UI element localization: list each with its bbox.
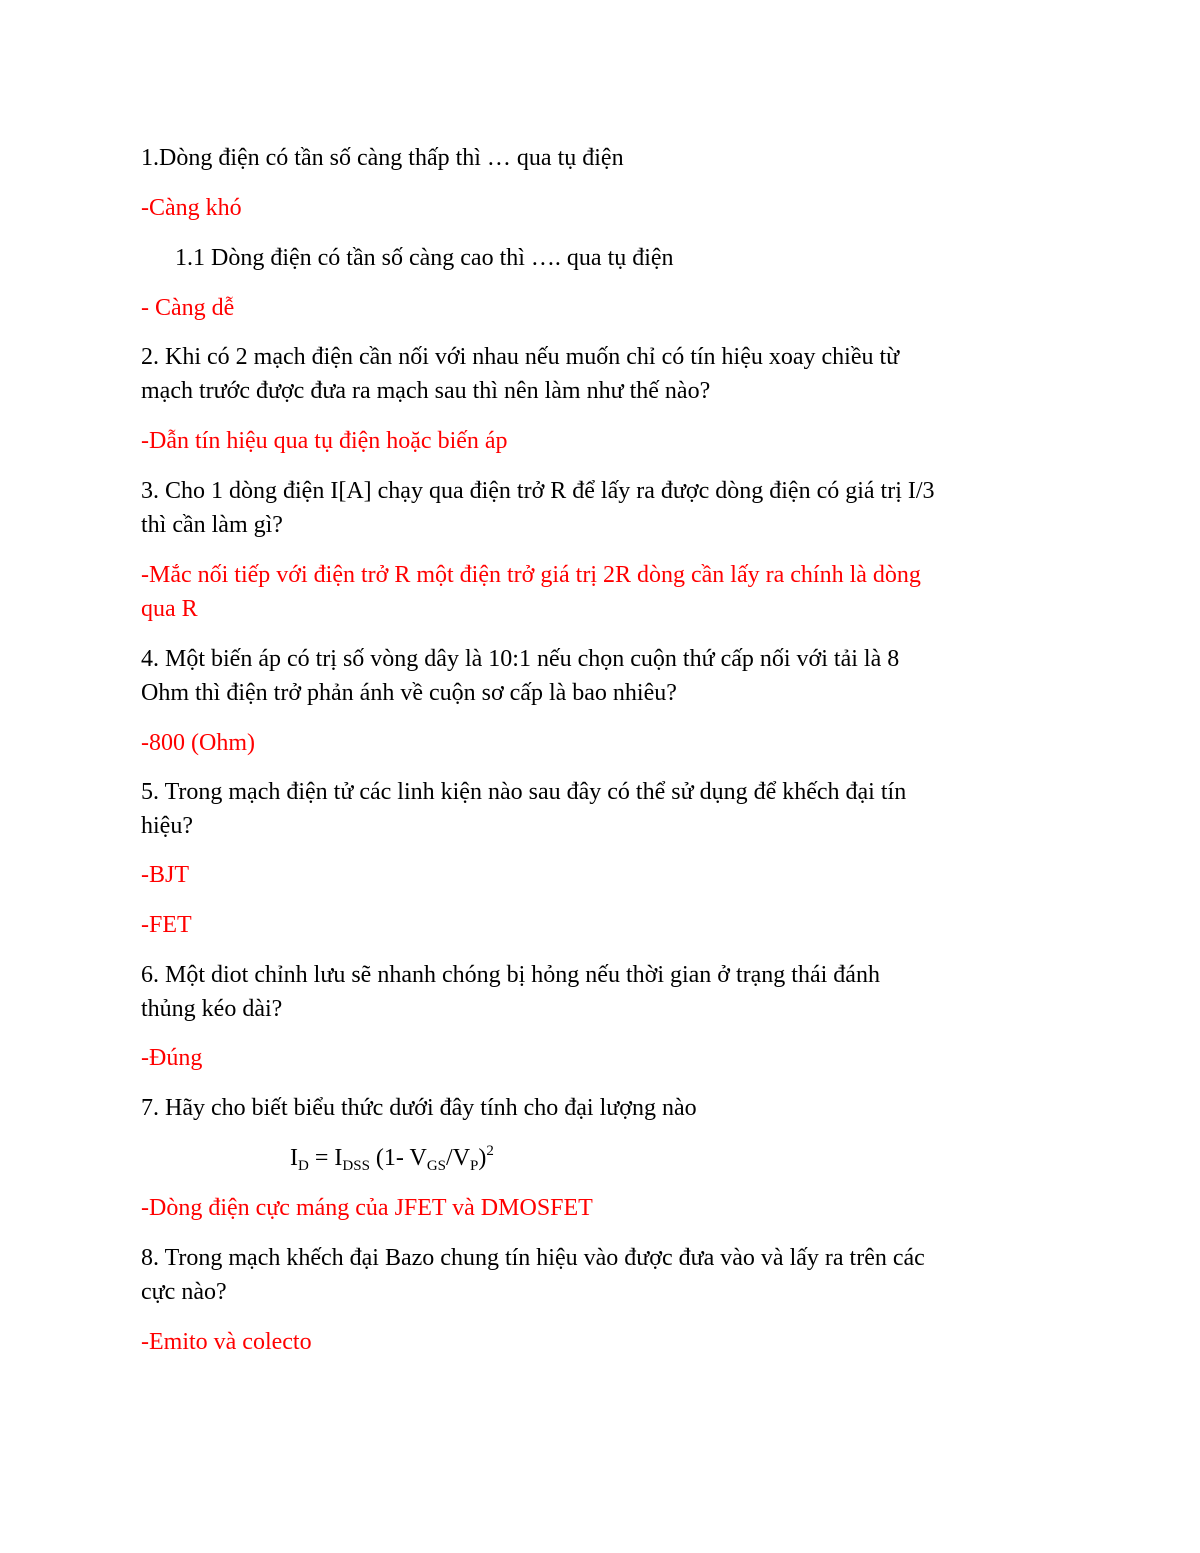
answer-3-line-1: -Mắc nối tiếp với điện trở R một điện trở giá trị 2R dòng cần lấy ra chính là dòng — [141, 562, 921, 588]
question-4-line-1: 4. Một biến áp có trị số vòng dây là 10:1 nếu chọn cuộn thứ cấp nối với tải là 8 — [141, 646, 900, 672]
answer-7: -Dòng điện cực máng của JFET và DMOSFET — [141, 1195, 593, 1221]
formula-id: $I_D = I_{DSS}$ (1- $V_{GS}/V_P)^2$ — [290, 1143, 494, 1174]
answer-5-bjt: -BJT — [141, 862, 189, 888]
answer-5-fet: -FET — [141, 912, 192, 938]
answer-8: -Emito và colecto — [141, 1329, 312, 1355]
answer-6: -Đúng — [141, 1045, 203, 1071]
answer-4: -800 (Ohm) — [141, 730, 255, 756]
answer-1: -Càng khó — [141, 195, 242, 221]
question-2-line-1: 2. Khi có 2 mạch điện cần nối với nhau nếu muốn chỉ có tín hiệu xoay chiều từ — [141, 344, 900, 370]
answer-1-1: - Càng dễ — [141, 295, 235, 321]
question-5-line-2: hiệu? — [141, 813, 193, 839]
question-3-line-1: 3. Cho 1 dòng điện I[A] chạy qua điện trở R để lấy ra được dòng điện có giá trị I/3 — [141, 478, 935, 504]
question-5-line-1: 5. Trong mạch điện tử các linh kiện nào sau đây có thể sử dụng để khếch đại tín — [141, 779, 907, 805]
question-2-line-2: mạch trước được đưa ra mạch sau thì nên làm như thế nào? — [141, 378, 711, 404]
answer-3-line-2: qua R — [141, 596, 198, 622]
question-4-line-2: Ohm thì điện trở phản ánh về cuộn sơ cấp là bao nhiêu? — [141, 680, 677, 706]
question-1-1: 1.1 Dòng điện có tần số càng cao thì …. qua tụ điện — [175, 245, 674, 271]
question-6-line-1: 6. Một diot chỉnh lưu sẽ nhanh chóng bị hỏng nếu thời gian ở trạng thái đánh — [141, 962, 880, 988]
question-7: 7. Hãy cho biết biểu thức dưới đây tính cho đại lượng nào — [141, 1095, 697, 1121]
question-8-line-1: 8. Trong mạch khếch đại Bazo chung tín hiệu vào được đưa vào và lấy ra trên các — [141, 1245, 925, 1271]
question-6-line-2: thủng kéo dài? — [141, 996, 283, 1022]
question-3-line-2: thì cần làm gì? — [141, 512, 283, 538]
answer-2: -Dẫn tín hiệu qua tụ điện hoặc biến áp — [141, 428, 508, 454]
question-8-line-2: cực nào? — [141, 1279, 227, 1305]
question-1: 1.Dòng điện có tần số càng thấp thì … qua tụ điện — [141, 145, 624, 171]
